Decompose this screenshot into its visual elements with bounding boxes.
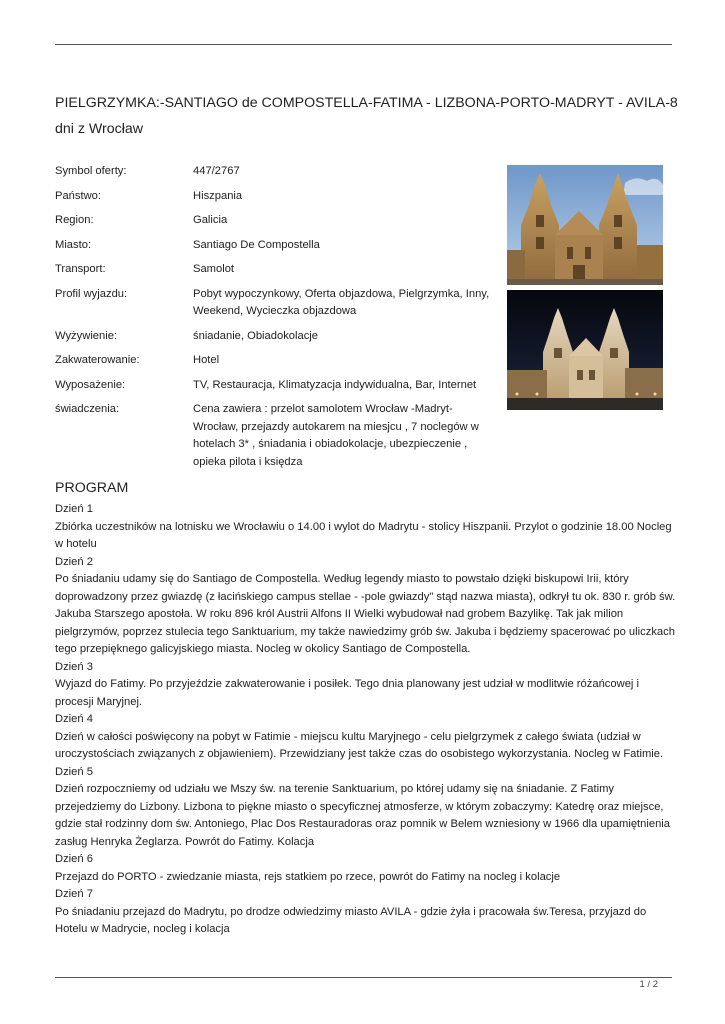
detail-row-region	[55, 212, 495, 230]
detail-value: Hotel	[193, 354, 220, 366]
day-item	[55, 501, 680, 554]
offer-details	[55, 163, 495, 478]
day-description: Wyjazd do Fatimy. Po przyjeździe zakwaterowanie i posiłek. Tego dnia planowany jest udział w modlitwie różańcowej i procesji Maryjnej.	[55, 678, 639, 708]
detail-row-accommodation	[55, 352, 495, 370]
detail-row-board	[55, 328, 495, 346]
day-label: Dzień 2	[55, 555, 93, 568]
detail-label: świadczenia:	[55, 403, 120, 415]
detail-value: TV, Restauracja, Klimatyzacja indywidualna, Bar, Internet	[193, 378, 477, 391]
header-rule	[55, 44, 672, 45]
page-number: 1 / 2	[639, 979, 658, 990]
footer-rule	[55, 977, 672, 978]
detail-row-country	[55, 188, 495, 206]
detail-row-profile	[55, 286, 495, 321]
detail-value: śniadanie, Obiadokolacje	[193, 329, 319, 342]
detail-value: Samolot	[193, 263, 235, 275]
day-description: Zbiórka uczestników na lotnisku we Wrocławiu o 14.00 i wylot do Madrytu - stolicy Hiszpanii. Przylot o godzinie 18.00 Nocleg w hotelu	[55, 520, 672, 550]
day-label: Dzień 7	[55, 888, 93, 900]
program-heading: PROGRAM	[55, 480, 129, 496]
day-label: Dzień 1	[55, 503, 93, 515]
detail-value: Cena zawiera : przelot samolotem Wrocław -Madryt-Wrocław, przejazdy autokarem na miesjcu , 7 noclegów w hotelach 3* , śniadania i obiadokolacje, ubezpieczenie , opieka pilota i księdza	[193, 403, 479, 468]
detail-label: Zakwaterowanie:	[55, 354, 140, 366]
day-item	[55, 886, 680, 939]
day-item	[55, 764, 680, 852]
detail-label: Profil wyjazdu:	[55, 287, 128, 300]
day-description: Po śniadaniu przejazd do Madrytu, po drodze odwiedzimy miasto AVILA - gdzie żyła i pracowała św.Teresa, przyjazd do Hotelu w Madrycie, nocleg i kolacja	[55, 905, 647, 935]
detail-row-city	[55, 237, 495, 255]
page-title: PIELGRZYMKA:-SANTIAGO de COMPOSTELLA-FATIMA - LIZBONA-PORTO-MADRYT - AVILA-8 dni z Wrocław	[55, 95, 678, 137]
detail-label: Wyżywienie:	[55, 329, 118, 342]
day-label: Dzień 6	[55, 853, 93, 865]
detail-row-services	[55, 401, 495, 471]
day-item	[55, 554, 680, 659]
detail-label: Państwo:	[55, 189, 102, 202]
detail-value: 447/2767	[193, 165, 240, 177]
detail-value: Galicia	[193, 214, 228, 226]
detail-label: Transport:	[55, 263, 106, 275]
day-description: Po śniadaniu udamy się do Santiago de Compostella. Według legendy miasto to powstało dzięki biskupowi Irii, który doprowadzony przez gwiazdę (z łacińskiego campus stellae - -pole gwiazdy" stąd nazwa miasta), odkrył tu ok. 830 r. grób św. Jakuba Starszego apostoła. W roku 896 król Austrii Alfons II Wielki wybudował nad grobem Bazylikę. Tak jak milion pielgrzymów, poprzez stulecia tego Sanktuarium, my także nawiedzimy grób św. Jakuba i będziemy spacerować po uliczkach tego przepięknego galicyjskiego miasta. Nocleg w okolicy Santiago de Compostella.	[55, 573, 676, 655]
detail-value: Hiszpania	[193, 189, 243, 202]
day-item	[55, 659, 680, 712]
cathedral-day-photo	[507, 165, 663, 285]
detail-value: Pobyt wypoczynkowy, Oferta objazdowa, Pielgrzymka, Inny, Weekend, Wycieczka objazdowa	[193, 287, 490, 317]
day-label: Dzień 3	[55, 660, 93, 673]
detail-value: Santiago De Compostella	[193, 238, 320, 251]
day-description: Dzień w całości poświęcony na pobyt w Fatimie - miejscu kultu Maryjnego - celu pielgrzymek z całego świata (udział w uroczystościach związanych z objawieniem). Przewidziany jest także czas do osobistego wykorzystania. Nocleg w Fatimie.	[55, 730, 664, 760]
day-description: Przejazd do PORTO - zwiedzanie miasta, rejs statkiem po rzece, powrót do Fatimy na nocleg i kolacje	[55, 870, 561, 883]
day-label: Dzień 5	[55, 765, 93, 778]
detail-label: Wyposażenie:	[55, 378, 126, 391]
detail-row-symbol	[55, 163, 495, 181]
detail-label: Miasto:	[55, 238, 92, 251]
day-item	[55, 851, 680, 886]
day-description: Dzień rozpoczniemy od udziału we Mszy św. na terenie Sanktuarium, po której udamy się na śniadanie. Z Fatimy przejedziemy do Lizbony. Lizbona to piękne miasto o specyficznej atmosferze, w którym zobaczymy: Katedrę oraz miejsce, gdzie stał rodzinny dom św. Antoniego, Plac Dos Restauradoras oraz pomnik w Belem wzniesiony w 1966 dla upamiętnienia zasług Henryka Żeglarza. Powrót do Fatimy. Kolacja	[55, 783, 671, 848]
cathedral-night-photo	[507, 290, 663, 410]
program-section	[55, 477, 680, 939]
day-item	[55, 711, 680, 764]
detail-row-amenities	[55, 377, 495, 395]
detail-label: Region:	[55, 214, 94, 226]
detail-row-transport	[55, 261, 495, 279]
day-label: Dzień 4	[55, 713, 93, 725]
detail-label: Symbol oferty:	[55, 165, 127, 177]
